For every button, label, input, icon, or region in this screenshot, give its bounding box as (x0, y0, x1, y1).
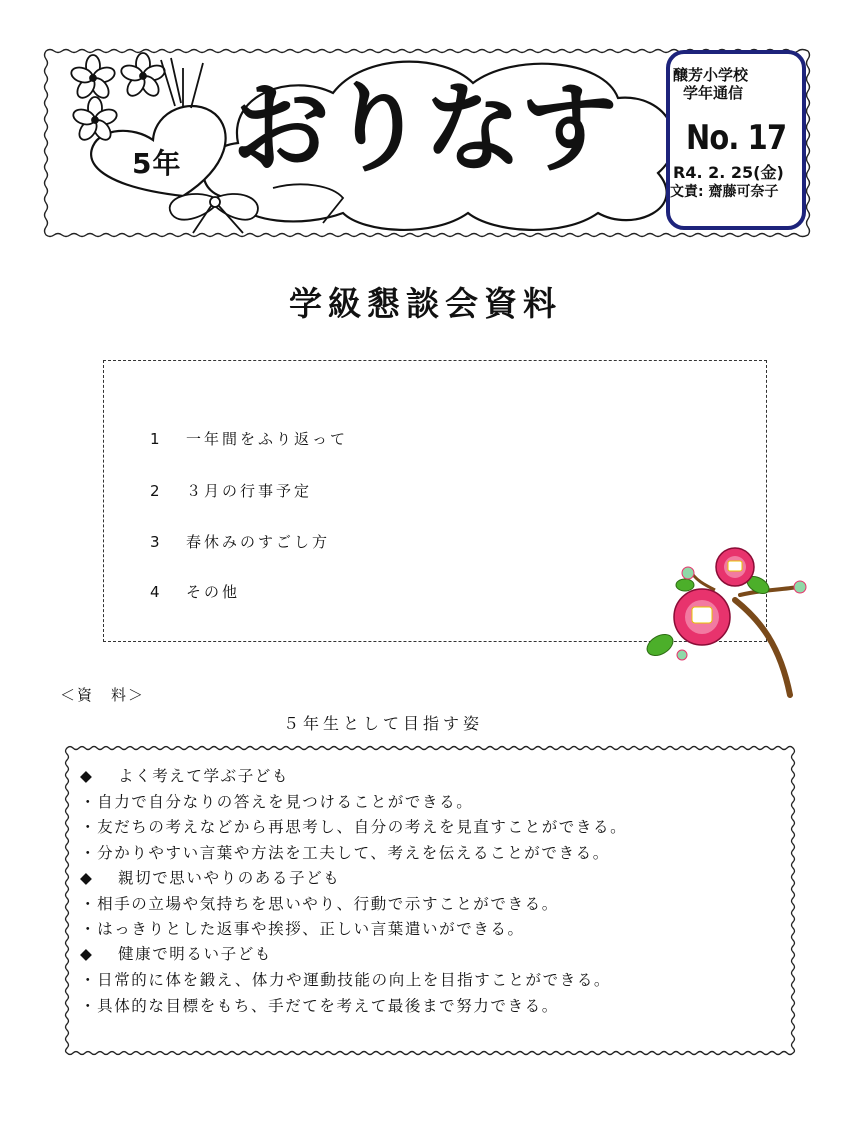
goal-heading-text: よく考えて学ぶ子ども (118, 767, 290, 785)
agenda-text: その他 (186, 583, 241, 601)
agenda-item (150, 581, 240, 602)
goal-item: ・友だちの考えなどから再思考し、自分の考えを見直すことができる。 (80, 818, 628, 836)
reference-label: ＜資 料＞ (60, 686, 146, 704)
agenda-text: 一年間をふり返って (186, 430, 349, 448)
goal-heading-text: 親切で思いやりのある子ども (118, 869, 341, 887)
goal-heading (80, 764, 289, 786)
school-name (673, 66, 748, 102)
agenda-item (150, 480, 312, 501)
agenda-item (150, 531, 330, 552)
agenda-text: ３月の行事予定 (186, 482, 313, 500)
goal-item: ・分かりやすい言葉や方法を工夫して、考えを伝えることができる。 (80, 844, 610, 862)
newsletter-type: 学年通信 (683, 84, 744, 102)
camellia-icon (640, 545, 815, 705)
author-credit: 文責: 齋藤可奈子 (670, 184, 779, 200)
goal-heading (80, 866, 340, 888)
issue-date: R4. 2. 25(金) (673, 163, 784, 182)
agenda-number: 2 (150, 482, 163, 500)
agenda-item (150, 428, 348, 449)
diamond-bullet-icon: ◆ (80, 767, 94, 785)
goal-item: ・自力で自分なりの答えを見つけることができる。 (80, 793, 474, 811)
newsletter-title: おりなす (232, 72, 617, 186)
goal-heading (80, 942, 272, 964)
grade-label: 5年 (132, 147, 182, 180)
goal-heading-text: 健康で明るい子ども (118, 945, 272, 963)
agenda-text: 春休みのすごし方 (186, 533, 331, 551)
goal-item: ・日常的に体を鍛え、体力や運動技能の向上を目指すことができる。 (80, 971, 612, 989)
goal-item: ・具体的な目標をもち、手だてを考えて最後まで努力できる。 (80, 997, 559, 1015)
agenda-number: 1 (150, 430, 163, 448)
school-name-text: 醸芳小学校 (673, 66, 749, 84)
goal-item: ・相手の立場や気持ちを思いやり、行動で示すことができる。 (80, 895, 559, 913)
agenda-number: 3 (150, 533, 163, 551)
issue-number: No. 17 (686, 118, 787, 158)
document-title: 学級懇談会資料 (289, 284, 562, 323)
diamond-bullet-icon: ◆ (80, 869, 94, 887)
diamond-bullet-icon: ◆ (80, 945, 94, 963)
agenda-number: 4 (150, 583, 163, 601)
goals-title: ５年生として目指す姿 (283, 714, 484, 733)
goal-item: ・はっきりとした返事や挨拶、正しい言葉遣いができる。 (80, 920, 525, 938)
